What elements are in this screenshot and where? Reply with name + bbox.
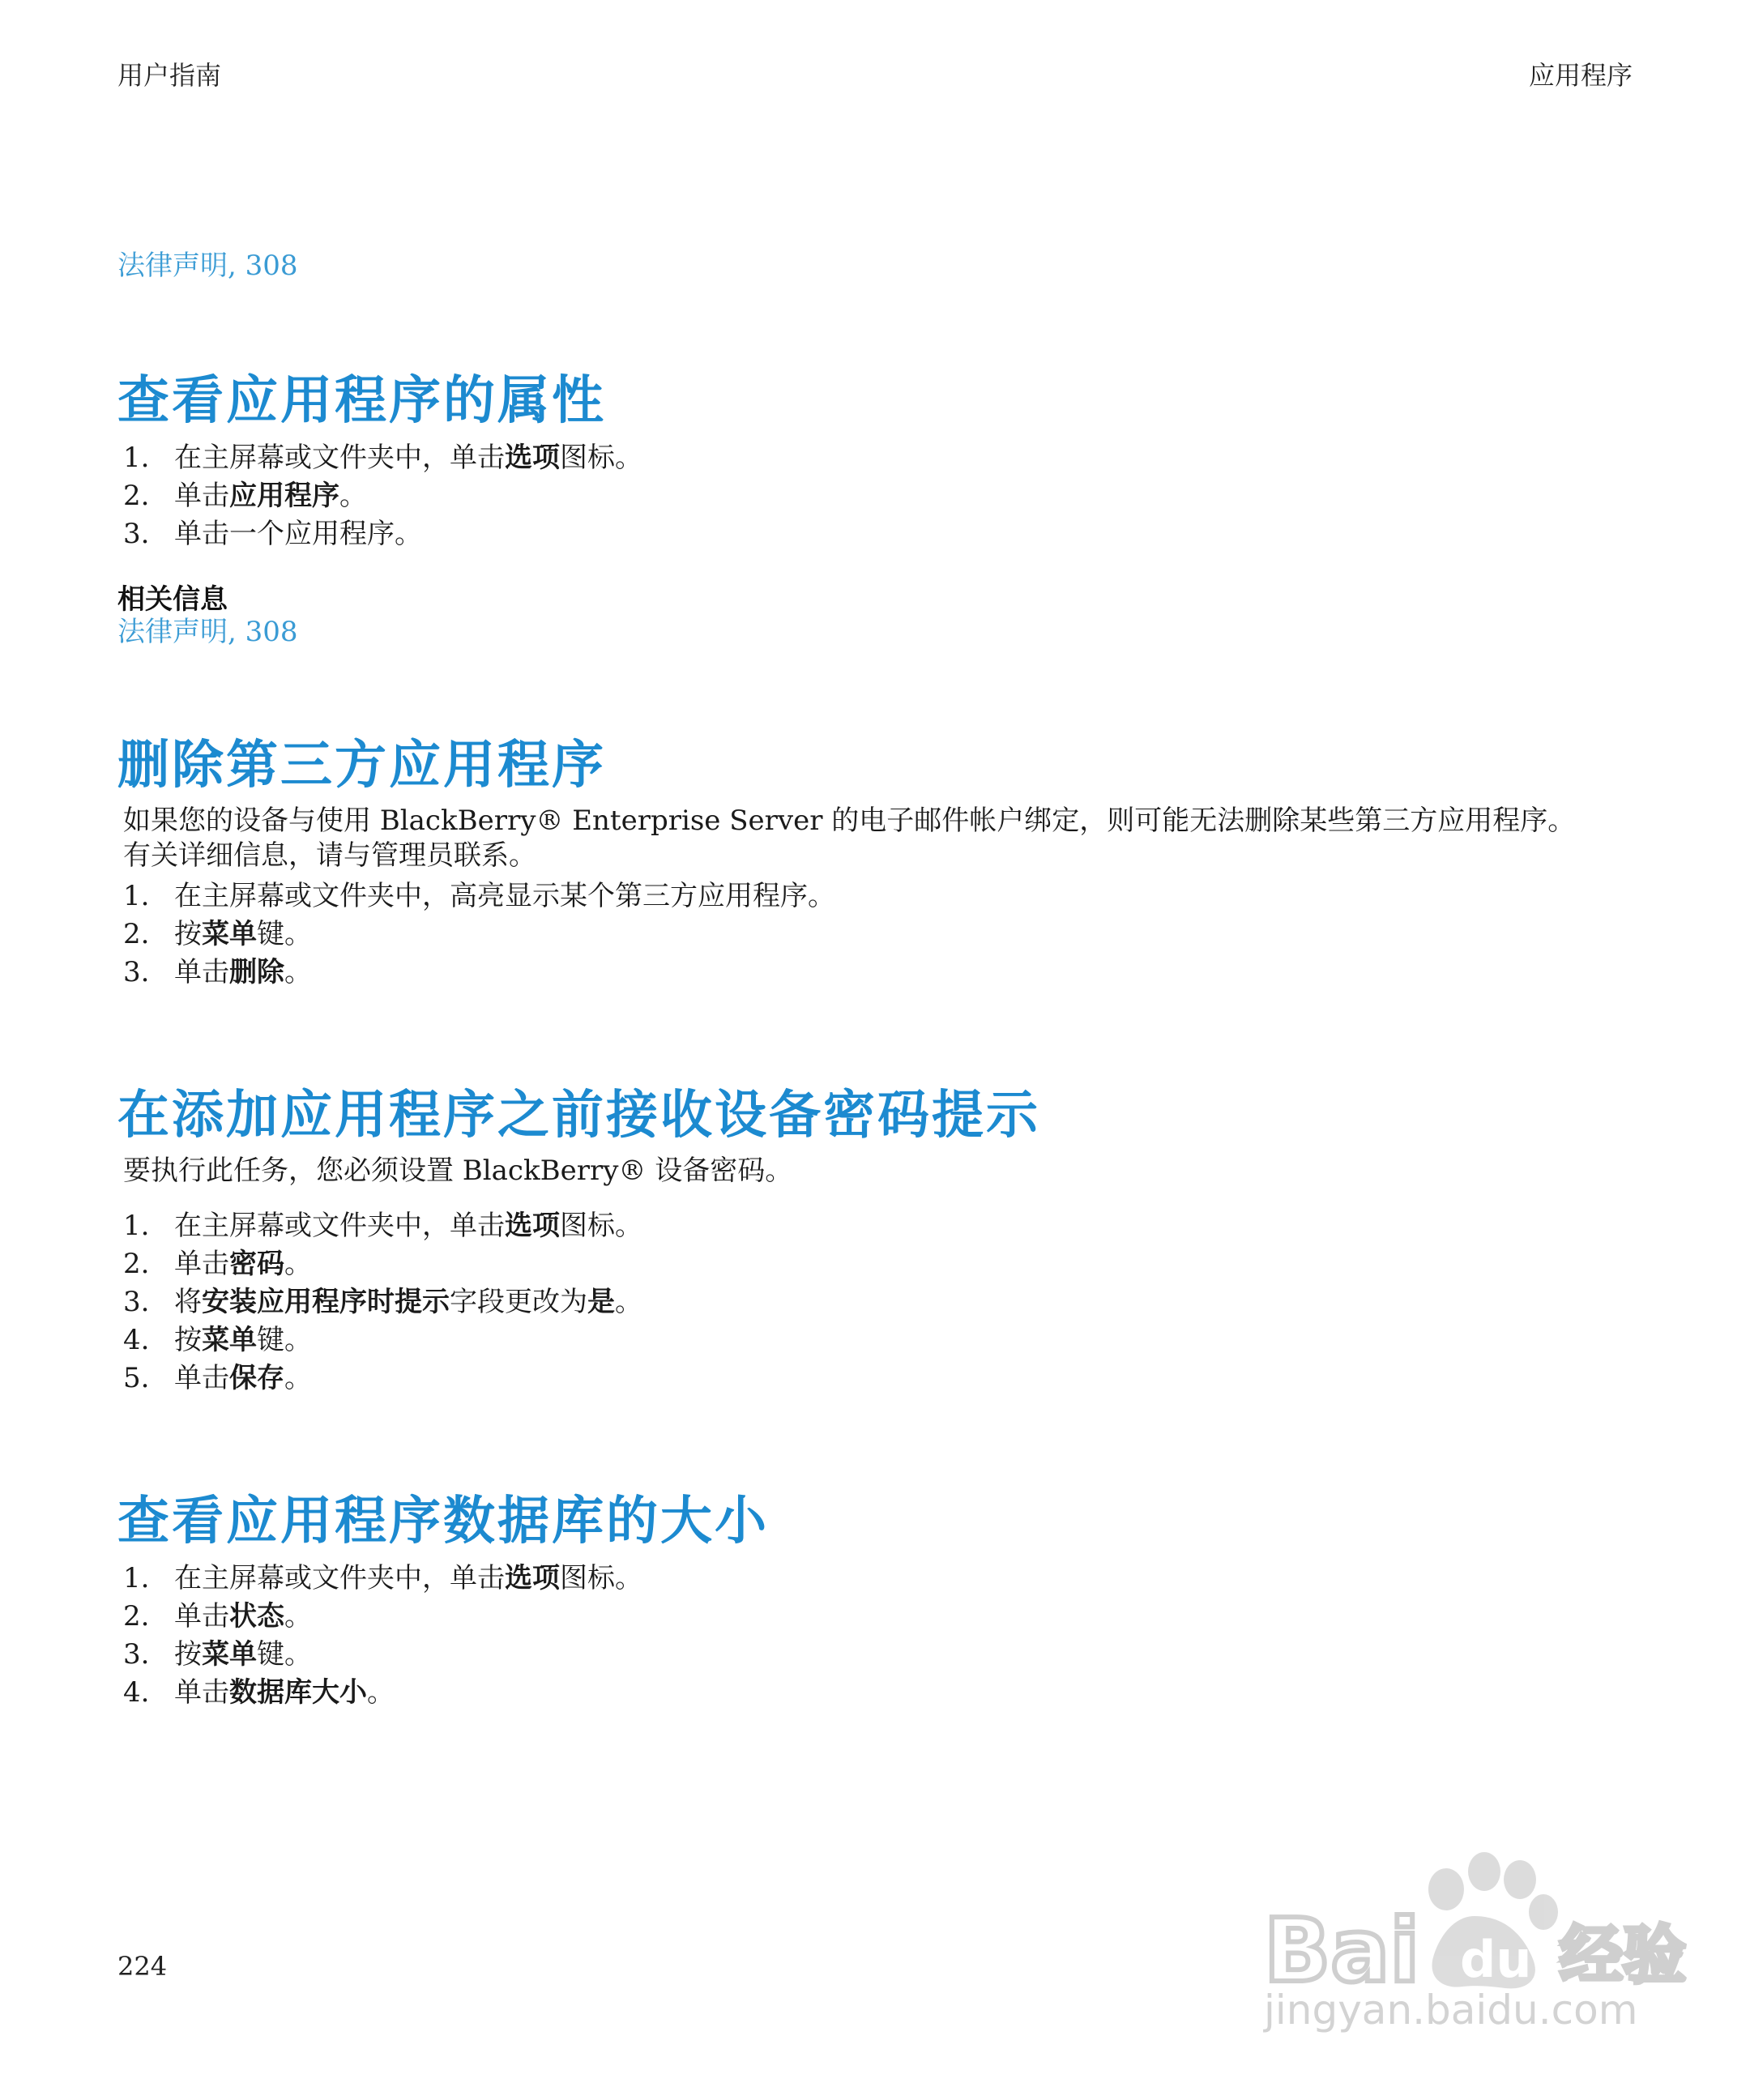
header-right: 应用程序 bbox=[1528, 60, 1633, 91]
page-number: 224 bbox=[117, 1951, 168, 1982]
step-list bbox=[123, 877, 835, 992]
step-list bbox=[123, 1207, 642, 1398]
step: 4. 单击数据库大小。 bbox=[123, 1676, 395, 1709]
svg-text:du: du bbox=[1460, 1930, 1532, 1989]
step: 5. 单击保存。 bbox=[123, 1362, 312, 1394]
step: 2. 单击应用程序。 bbox=[123, 480, 367, 512]
step: 1. 在主屏幕或文件夹中，单击选项图标。 bbox=[123, 1210, 642, 1242]
step: 2. 单击状态。 bbox=[123, 1600, 312, 1633]
svg-text:经验: 经验 bbox=[1560, 1919, 1687, 1992]
step-list bbox=[123, 1560, 642, 1712]
section-title: 查看应用程序数据库的大小 bbox=[117, 1492, 769, 1552]
step: 1. 在主屏幕或文件夹中，高亮显示某个第三方应用程序。 bbox=[123, 880, 835, 912]
legal-notice-link[interactable]: 法律声明, 308 bbox=[117, 250, 298, 282]
section-title: 在添加应用程序之前接收设备密码提示 bbox=[117, 1086, 1040, 1146]
step: 3. 单击一个应用程序。 bbox=[123, 518, 422, 550]
step: 4. 按菜单键。 bbox=[123, 1324, 312, 1356]
step: 3. 将安装应用程序时提示字段更改为是。 bbox=[123, 1286, 642, 1318]
svg-text:jingyan.baidu.com: jingyan.baidu.com bbox=[1264, 1987, 1638, 2034]
section-title: 查看应用程序的属性 bbox=[117, 371, 606, 431]
step: 2. 单击密码。 bbox=[123, 1248, 312, 1280]
step: 3. 按菜单键。 bbox=[123, 1638, 312, 1671]
section-intro: 如果您的设备与使用 BlackBerry® Enterprise Server 的电子邮件帐户绑定，则可能无法删除某些第三方应用程序。 有关详细信息，请与管理员联系。 bbox=[123, 805, 1576, 872]
related-info-label: 相关信息 bbox=[117, 583, 228, 616]
legal-notice-link[interactable]: 法律声明, 308 bbox=[117, 616, 298, 648]
section-title: 删除第三方应用程序 bbox=[117, 736, 606, 796]
step-list bbox=[123, 439, 642, 553]
step: 3. 单击删除。 bbox=[123, 956, 312, 988]
step: 1. 在主屏幕或文件夹中，单击选项图标。 bbox=[123, 1562, 642, 1594]
svg-text:Bai: Bai bbox=[1264, 1901, 1420, 2002]
section-intro: 要执行此任务，您必须设置 BlackBerry® 设备密码。 bbox=[123, 1155, 793, 1187]
baidu-watermark-logo bbox=[1248, 1839, 1687, 2034]
header-left: 用户指南 bbox=[117, 60, 222, 91]
step: 2. 按菜单键。 bbox=[123, 918, 312, 950]
step: 1. 在主屏幕或文件夹中，单击选项图标。 bbox=[123, 442, 642, 474]
